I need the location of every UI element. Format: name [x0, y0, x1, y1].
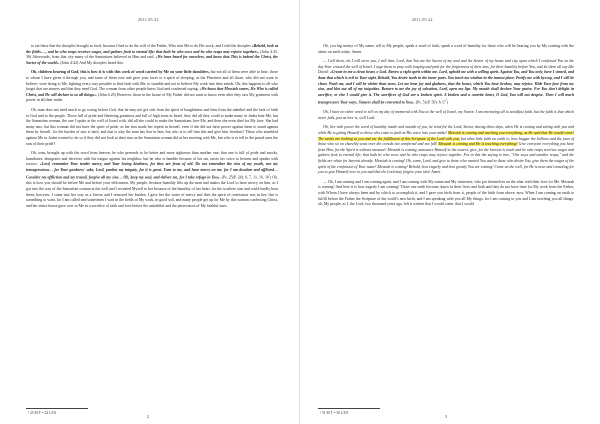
text-run: Oh, sons, brought up with the word from heaven, he who pretends to be better and more righteous than another one, that one is full of pride and mocks, humiliates, denigrates and deceives with his tongue against his neighbor, but he who is humble because of his sin, raises his voice to heaven and speaks with sorrow: [26, 151, 278, 167]
footnote-marker: ¹ [445, 98, 447, 103]
right-page-header: 2011.05.22 [412, 17, 433, 22]
bold-italic-quote: «Behold, look at the fields…., and he who reaps receives wages, and gathers fruit to eternal life; that both he who sows and he who reaps may rejoice together». [26, 44, 278, 54]
left-paragraph [26, 151, 278, 209]
italic-run: but what little faith on earth is; how beggar the hollows and the jaws of those who sit on churchly seats over the crowds not comforted and not full! [318, 136, 574, 147]
text-run: (John 4:35, 36) Afterwards, from that city many of the Samaritans believed in Him and said, [26, 49, 278, 60]
italic-run: Oh, I have no other word to tell on my day of memorial with You at the well of Israel, my Savior. I am entreating all to steadfast faith, but the faith is that which never fails, just as love is, well Lord. [318, 110, 574, 120]
left-paragraph [26, 70, 278, 104]
right-page-number: 3 [445, 414, 448, 419]
right-page [300, 0, 600, 424]
highlighted-passage: Messiah is coming and He is teaching everything! [438, 142, 518, 147]
left-footnote: ¹ 25 M T = 24 LXX [28, 411, 57, 415]
text-run: to eat these that the disciples brought as food, because I had to do the will of the Father, Who sent Me to do His work, and I told the disciples [31, 44, 252, 48]
left-paragraph [26, 108, 278, 147]
bold-italic-quote: «We know that Messiah comes, He Who is called Christ, and He will declare to us all things». [26, 87, 279, 97]
right-paragraph [318, 44, 574, 55]
right-footnote: ¹ 51 M T = 50 LXX [320, 411, 349, 415]
text-run: Oh, you big martyr of My name, tell to My people, speak a word of faith, speak a word of humility for those who will be hearing you by My coming with the saints on earth today. Amen. [318, 44, 574, 54]
left-page-body [26, 44, 278, 209]
text-run: (John 4:42) And My disciples heard this. [59, 60, 124, 65]
right-paragraph [318, 125, 574, 175]
highlighted-passage: Messiah is coming and teaching you everything, as He said that He would come! The saints are looking at you and are the fulfillment of this Scripture of the Lord with you, [318, 131, 574, 141]
text-run: — Oh, I am coming and I am coming again, and I am coming with My saints and My witnesses, who put themselves on the altar with their love for Me. Messiah is coming! And here it is how eagerly I am coming! Those one earth become, know in their lives and faith and they do not have time for My work from the Father, with Whom I have always been and by which to accomplish it, and I gave you birth from it, people of the birth from above, now. When I am coming on earth to fulfill before the Father the Scripture of the world's new birth, and I am speaking with you all My things, for I am coming to you and I am teaching you all things, oh, My people, as I, the Lord, two thousand years ago, left it written that I would come, that I would [318, 179, 574, 207]
text-run: (John 4:25) However, those in the house of My Father did not want to know even after they saw My greatness with power in all their midst. [26, 92, 278, 103]
right-paragraph [318, 180, 574, 208]
text-run: ) Oh, this is how you should be before Me and before your fellowmen, My people, because humility lifts up the man and makes the Lord to have mercy on him, as I got into the way of the Samaritan woman at the well and I revealed Myself to her because of the humility of her heart, for the sowhere sins and could hardly bear them; however, I came into her way as a Savior and I removed her burden. I gave her the water of mercy and then the spirit of confession was in her; this is something to want, for I am called and sometimes I wait in the fields of My work, in good soil, and many people get up for Me by this woman confessing Christ, and her entire house gave over to Me as a sacrifice of faith and love before the unfaithful and the persecutors of My faithful ones. [26, 175, 278, 208]
footnote-rule [318, 408, 380, 409]
text-run: (Ps. 51(P. 50): 6-17 [414, 100, 446, 105]
text-run: (Ps. 25(P. 24): 6, 7, 11, 16, 18 [220, 175, 269, 180]
text-run: Oh, man does not need much to go wrong before God, that he may not get sick from the spirit of haughtiness and then from the unbelief and the lack of faith to God and to the people. Those full of pride and flattering greatness and full of high seats in Israel, they did all they could to make many in Judea hate Me, but the Samaritan woman, the one I spoke at the well of Israel with, did all she could to make the Samaritans love Me, and then she even died for My love. She had many sins, but this woman did not have the spirit of pride, as her sins made her repent in herself, even if she did not have power against them to stand against them by herself, for the burden of sins is hard, and that is why the man has fear in him, but who is to tell him this and give him freedom? Those who stumbled against Me in Judea wanted to do so if they did not look at their sins as the Samaritan woman did at her meeting with Me, but who is to tell to the proud ones the sins of their pride? [26, 107, 278, 146]
italic-run: Give everyone everything you have from Him, for the Spirit is without measure! Messiah is coming, announce Himself to the sowers, give, for the harvest is much and he who reaps receives wages and gathers fruit to eternal life; that both he who sows and he who reaps may rejoice together. For in this the saying is true, "One sows and another reaps," and the fields are white for harvest already. Messiah is coming! Oh, come, Lord, and give to those who wanted You and to those who desire You, give them the wages of the spirit of the confession of Your name! Messiah is coming! Behold, how eagerly and how greatly You are coming! Come on the well, for He is near and consoling for you to give Himself over to you and that the Lord may forgive your sins! Amen. [318, 142, 574, 175]
bold-run: Oh, children bearing of God, this is how it is with this work of word carried by Me on your little shoulders, [31, 70, 210, 75]
bold-italic-quote: «Lord, remember Your tender mercy, and Your loving kindness, for they are from of old. Do not remember the sins of my youth, nor my transgressions… for Your goodness' sake, Lord, pardon my iniquity, for it is great. Turn to me, and have mercy on me, for I am desolate and afflicted… Consider my affliction and my travail, forgive all my sins… Oh, keep my soul, and deliver me, for I take refuge in You». [26, 162, 279, 180]
footnote-marker: ¹ [268, 173, 270, 178]
left-page-number: 2 [147, 414, 150, 419]
bold-italic-quote: «We have heard for ourselves, and know that This is indeed the Christ, the Savior of the world». [26, 55, 278, 65]
italic-run: — I tell them, oh, I will serve you, I will then, Lord, that You are the Savior of my soul and the Savior of my house and city, upon which I confessed You on the day Your crossed the well of Israel. I urge them to pray with longing and path for the forgiveness of their sins, for their humility before You, and let them all say like David: [318, 59, 574, 75]
footnote-rule [26, 408, 88, 409]
text-run: ) [446, 100, 449, 105]
left-paragraph [26, 44, 278, 66]
right-paragraph [318, 59, 574, 106]
text-run: but not all of them were able to bear; those to whom I have given it through you, and some of them rose and gave your faces to a spirit of sleeping, as the Pharisees and all those, who did not want to believe, were doing to Me, fighting every way possible to find fault with Me, to stumble and not to believe My work into their minds. Oh, this happens to all who forget that are sinners and that they need God. The woman from other people knew God and confessed saying: [26, 70, 278, 92]
bold-italic-quote: «Create in me a clean heart, o God. Renew a right spirit within me. Lord, uphold me with a willing spirit. Against You, and You only, have I sinned, and done that which is evil in Your sight. Behold, You desire truth in the inner parts. You teach me wisdom in the inmost place. Purify me with hyssop, and I will be clean. Wash me, and I will be whiter than snow. Let me hear joy and gladness, that the bones, which You have broken, may rejoice. Hide Your face from my sins, and blot out all of my iniquities. Restore to me the joy of salvation, Lord, open my lips. My mouth shall declare Your praise. For You don't delight in sacrifice, or else I would give it. The sacrifices of God are a broken spirit. A broken and a contrite heart, O God, You will not despise. Then I will teach transgressors Your ways. Sinners shall be converted to You». [318, 70, 574, 105]
right-page-body [318, 44, 574, 208]
left-page-header: 2011.05.22 [138, 17, 159, 22]
italic-run: Oh, live with power the word of humility inside and outside of you, be tried for the Lord, Savior, during these days, when He is coming and sitting with you and while He is giving Himself to those who come to faith at His voice into your midst! [318, 125, 574, 136]
right-paragraph [318, 110, 574, 121]
